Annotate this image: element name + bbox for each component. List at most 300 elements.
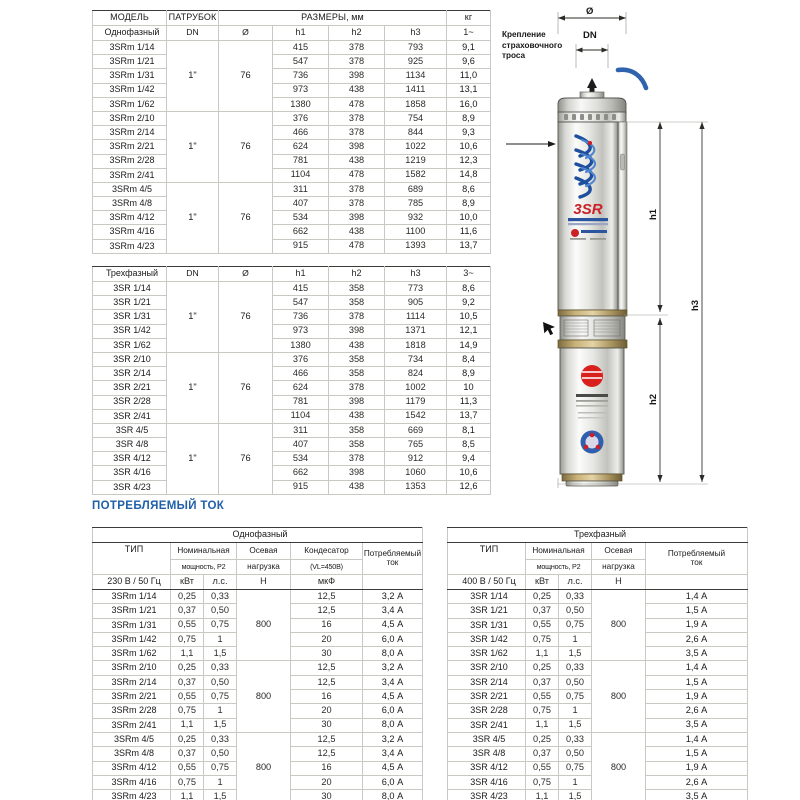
cell-h2: 478 [329, 239, 385, 253]
dn-label: DN [583, 30, 597, 41]
cell-h3: 1582 [385, 168, 447, 182]
cell-type: 3SRm 2/14 [93, 675, 171, 689]
table-row [93, 296, 491, 310]
cell-weight: 9,6 [447, 55, 491, 69]
cell-power-hp: 0,50 [559, 675, 592, 689]
cell-weight: 16,0 [447, 97, 491, 111]
cell-h2: 378 [329, 111, 385, 125]
header-axial-single-l2: нагрузка [237, 560, 291, 575]
header-voltage-single: 230 В / 50 Гц [93, 575, 171, 590]
cell-weight: 9,2 [447, 296, 491, 310]
page-title: ПОТРЕБЛЯЕМЫЙ ТОК [92, 500, 225, 512]
cell-power-kw: 0,25 [526, 661, 559, 675]
table-row [93, 126, 491, 140]
single-phase-label: Однофазный [93, 528, 423, 543]
header-dn: DN [167, 26, 219, 41]
cell-power-hp: 1,5 [204, 718, 237, 732]
header-diameter: Ø [219, 26, 273, 41]
header-current-three-l1: Потребляемый [667, 548, 726, 558]
cell-current: 2,6 А [646, 704, 748, 718]
cell-diameter: 76 [219, 282, 273, 353]
cell-h1: 311 [273, 423, 329, 437]
header-power-three-l1: Номинальная [526, 543, 592, 560]
cell-h3: 912 [385, 452, 447, 466]
cell-power-hp: 0,33 [204, 590, 237, 604]
cell-h1: 311 [273, 182, 329, 196]
cell-h1: 534 [273, 211, 329, 225]
cell-weight: 9,3 [447, 126, 491, 140]
cell-current: 3,2 А [363, 732, 423, 746]
cell-h1: 915 [273, 239, 329, 253]
cell-power-kw: 0,75 [171, 704, 204, 718]
cell-weight: 11,3 [447, 395, 491, 409]
cell-h3: 765 [385, 438, 447, 452]
h2-label: h2 [648, 393, 660, 406]
cell-power-kw: 0,55 [171, 761, 204, 775]
cell-current: 1,5 А [646, 604, 748, 618]
cell-axial-load: 800 [592, 590, 646, 661]
header-axial-single-l1: Осевая [237, 543, 291, 560]
cell-capacitor: 12,5 [291, 604, 363, 618]
cell-power-kw: 0,25 [171, 661, 204, 675]
table-row [93, 111, 491, 125]
cell-h3: 1818 [385, 338, 447, 352]
cell-power-kw: 0,37 [526, 747, 559, 761]
cell-model: 3SRm 1/42 [93, 83, 167, 97]
cell-current: 1,4 А [646, 590, 748, 604]
cell-h3: 932 [385, 211, 447, 225]
cell-power-hp: 0,50 [204, 604, 237, 618]
cell-current: 3,5 А [646, 790, 748, 800]
table-row [448, 590, 748, 604]
cell-current: 8,0 А [363, 718, 423, 732]
cell-power-hp: 1 [559, 775, 592, 789]
table-row [93, 168, 491, 182]
cell-h2: 378 [329, 126, 385, 140]
table-row [93, 310, 491, 324]
cell-h1: 915 [273, 480, 329, 494]
cell-h2: 438 [329, 409, 385, 423]
current-table-three-wrapper [447, 527, 747, 800]
table-row [93, 282, 491, 296]
cell-h3: 1179 [385, 395, 447, 409]
header-type-single: ТИП [93, 543, 171, 575]
cell-current: 3,4 А [363, 675, 423, 689]
cell-h2: 378 [329, 41, 385, 55]
cell-type: 3SRm 2/10 [93, 661, 171, 675]
cell-power-kw: 0,25 [171, 732, 204, 746]
annotation-line-3: троса [502, 51, 526, 60]
cell-h1: 547 [273, 296, 329, 310]
cell-current: 3,2 А [363, 590, 423, 604]
cell-current: 4,5 А [363, 690, 423, 704]
cell-capacitor: 30 [291, 718, 363, 732]
table-row [93, 225, 491, 239]
cell-power-kw: 0,25 [526, 590, 559, 604]
table-row [448, 732, 748, 746]
cell-h1: 973 [273, 83, 329, 97]
cell-type: 3SR 4/23 [448, 790, 526, 800]
cell-weight: 12,1 [447, 324, 491, 338]
cell-type: 3SR 2/14 [448, 675, 526, 689]
cell-dn: 1" [167, 423, 219, 494]
cell-h1: 662 [273, 225, 329, 239]
cell-current: 8,0 А [363, 790, 423, 800]
cell-h1: 466 [273, 367, 329, 381]
cell-weight: 8,5 [447, 438, 491, 452]
cell-h3: 1353 [385, 480, 447, 494]
header-unit-hp-three: л.с. [559, 575, 592, 590]
cell-weight: 14,9 [447, 338, 491, 352]
table-row [93, 338, 491, 352]
diameter-label: Ø [586, 6, 594, 17]
cell-type: 3SR 2/28 [448, 704, 526, 718]
cell-model: 3SR 4/16 [93, 466, 167, 480]
annotation-line-1: Крепление [502, 30, 546, 39]
cell-model: 3SR 1/31 [93, 310, 167, 324]
cell-current: 3,5 А [646, 647, 748, 661]
cell-power-hp: 0,75 [204, 761, 237, 775]
cell-model: 3SRm 4/5 [93, 182, 167, 196]
cell-weight: 13,7 [447, 239, 491, 253]
table-row [93, 480, 491, 494]
cell-model: 3SRm 1/14 [93, 41, 167, 55]
header-current-unit-spacer-three [646, 575, 748, 590]
cell-weight: 9,4 [447, 452, 491, 466]
header-current-single [363, 543, 423, 575]
cell-current: 8,0 А [363, 647, 423, 661]
cell-weight: 8,1 [447, 423, 491, 437]
cell-power-kw: 1,1 [171, 718, 204, 732]
header-weight-unit: кг [447, 11, 491, 26]
table-row [93, 182, 491, 196]
header-current-three [646, 543, 748, 575]
cell-power-hp: 0,50 [204, 675, 237, 689]
cell-h1: 466 [273, 126, 329, 140]
header-unit-hp-single: л.с. [204, 575, 237, 590]
current-table-single-phase [92, 527, 423, 800]
header-model: МОДЕЛЬ [93, 11, 167, 26]
cell-capacitor: 12,5 [291, 590, 363, 604]
table-row [93, 324, 491, 338]
cell-h2: 478 [329, 97, 385, 111]
cell-current: 3,4 А [363, 747, 423, 761]
cell-power-kw: 0,75 [526, 775, 559, 789]
cell-h3: 773 [385, 282, 447, 296]
cell-capacitor: 30 [291, 647, 363, 661]
cell-power-hp: 1 [204, 632, 237, 646]
cell-h1: 1104 [273, 168, 329, 182]
cell-current: 3,4 А [363, 604, 423, 618]
cell-power-kw: 0,55 [526, 690, 559, 704]
table-row [93, 423, 491, 437]
table-row [93, 97, 491, 111]
cell-power-kw: 1,1 [171, 790, 204, 800]
cell-current: 3,5 А [646, 718, 748, 732]
cell-type: 3SRm 1/14 [93, 590, 171, 604]
header-power-single-l2: мощность, P2 [171, 560, 237, 575]
cell-model: 3SR 1/62 [93, 338, 167, 352]
cell-type: 3SRm 1/62 [93, 647, 171, 661]
cell-h1: 736 [273, 310, 329, 324]
cell-type: 3SRm 1/42 [93, 632, 171, 646]
cell-power-kw: 1,1 [526, 790, 559, 800]
header-unit-axial-single: Н [237, 575, 291, 590]
cell-power-kw: 0,55 [526, 618, 559, 632]
table-row [93, 466, 491, 480]
cell-axial-load: 800 [592, 732, 646, 800]
cell-type: 3SR 1/42 [448, 632, 526, 646]
pump-brand-label: 3SR [573, 201, 603, 218]
cell-type: 3SR 1/14 [448, 590, 526, 604]
cell-h2: 438 [329, 225, 385, 239]
cell-type: 3SR 1/62 [448, 647, 526, 661]
header-current-single-l1: Потребляемый [363, 548, 422, 558]
cell-weight: 10,6 [447, 140, 491, 154]
cell-h3: 1411 [385, 83, 447, 97]
header-unit-kw-single: кВт [171, 575, 204, 590]
cell-h1: 407 [273, 438, 329, 452]
cell-weight: 9,1 [447, 41, 491, 55]
cell-model: 3SR 2/10 [93, 352, 167, 366]
cell-power-hp: 0,50 [204, 747, 237, 761]
cell-type: 3SR 1/21 [448, 604, 526, 618]
cell-h3: 1219 [385, 154, 447, 168]
cell-capacitor: 20 [291, 704, 363, 718]
cell-power-hp: 0,75 [559, 690, 592, 704]
cell-h1: 415 [273, 282, 329, 296]
cell-capacitor: 12,5 [291, 732, 363, 746]
cell-weight: 11,6 [447, 225, 491, 239]
table-row [93, 69, 491, 83]
header-capacitor-single-sub: (VL=450В) [291, 560, 363, 575]
cell-current: 6,0 А [363, 632, 423, 646]
cell-h1: 547 [273, 55, 329, 69]
cell-h2: 438 [329, 338, 385, 352]
cell-capacitor: 12,5 [291, 661, 363, 675]
cell-power-kw: 0,75 [526, 632, 559, 646]
cell-current: 4,5 А [363, 761, 423, 775]
cell-h1: 781 [273, 154, 329, 168]
header-power-three-l2: мощность, P2 [526, 560, 592, 575]
cell-h2: 398 [329, 211, 385, 225]
cell-h3: 844 [385, 126, 447, 140]
cell-power-hp: 0,33 [559, 590, 592, 604]
cell-type: 3SR 4/16 [448, 775, 526, 789]
table-row [93, 239, 491, 253]
cell-model: 3SRm 2/14 [93, 126, 167, 140]
cell-h2: 398 [329, 466, 385, 480]
cell-model: 3SRm 4/12 [93, 211, 167, 225]
cell-type: 3SRm 2/28 [93, 704, 171, 718]
cell-weight: 10,0 [447, 211, 491, 225]
cell-model: 3SR 2/21 [93, 381, 167, 395]
cell-power-hp: 1 [204, 775, 237, 789]
cell-power-hp: 0,50 [559, 747, 592, 761]
cell-h1: 1380 [273, 338, 329, 352]
cell-power-hp: 1,5 [204, 647, 237, 661]
cell-dn: 1" [167, 282, 219, 353]
cell-weight: 8,9 [447, 197, 491, 211]
table-row [93, 661, 423, 675]
table-row [93, 83, 491, 97]
cell-h2: 398 [329, 140, 385, 154]
cell-type: 3SR 4/12 [448, 761, 526, 775]
dimensions-table-single-phase [92, 10, 491, 254]
header-weight-three: 3~ [447, 267, 491, 282]
header-current-unit-spacer [363, 575, 423, 590]
cell-power-hp: 0,50 [559, 604, 592, 618]
cell-axial-load: 800 [237, 661, 291, 732]
cell-model: 3SR 4/8 [93, 438, 167, 452]
cell-power-hp: 1,5 [204, 790, 237, 800]
cell-capacitor: 20 [291, 632, 363, 646]
cell-capacitor: 20 [291, 775, 363, 789]
cell-h1: 973 [273, 324, 329, 338]
header-h2: h2 [329, 26, 385, 41]
cell-power-kw: 0,55 [171, 618, 204, 632]
cell-power-kw: 0,37 [526, 604, 559, 618]
cell-model: 3SRm 4/8 [93, 197, 167, 211]
table-row [93, 55, 491, 69]
cell-h3: 1114 [385, 310, 447, 324]
cell-capacitor: 16 [291, 618, 363, 632]
cell-h1: 624 [273, 381, 329, 395]
cell-h3: 1371 [385, 324, 447, 338]
cell-diameter: 76 [219, 182, 273, 253]
cell-power-hp: 1 [204, 704, 237, 718]
cell-current: 6,0 А [363, 704, 423, 718]
cell-type: 3SR 2/21 [448, 690, 526, 704]
cell-h3: 1393 [385, 239, 447, 253]
cell-h2: 378 [329, 182, 385, 196]
header-power-single-l1: Номинальная [171, 543, 237, 560]
cell-power-kw: 0,55 [171, 690, 204, 704]
cell-power-kw: 1,1 [526, 718, 559, 732]
table-row [93, 409, 491, 423]
cell-dn: 1" [167, 352, 219, 423]
cell-type: 3SR 1/31 [448, 618, 526, 632]
cell-h2: 358 [329, 296, 385, 310]
cell-h2: 398 [329, 395, 385, 409]
cell-h1: 662 [273, 466, 329, 480]
cell-current: 1,5 А [646, 675, 748, 689]
cell-type: 3SRm 1/21 [93, 604, 171, 618]
cell-current: 1,4 А [646, 732, 748, 746]
header-single-phase: Однофазный [93, 26, 167, 41]
cell-model: 3SRm 4/16 [93, 225, 167, 239]
current-table-single-wrapper [92, 527, 422, 800]
cell-h2: 398 [329, 324, 385, 338]
cell-current: 1,9 А [646, 690, 748, 704]
cell-h3: 1134 [385, 69, 447, 83]
cell-capacitor: 16 [291, 761, 363, 775]
cell-model: 3SR 2/14 [93, 367, 167, 381]
cell-model: 3SR 4/12 [93, 452, 167, 466]
cell-model: 3SR 4/5 [93, 423, 167, 437]
cell-h2: 438 [329, 83, 385, 97]
cell-weight: 10 [447, 381, 491, 395]
cell-h2: 358 [329, 438, 385, 452]
cell-h2: 438 [329, 154, 385, 168]
cell-power-hp: 0,33 [559, 732, 592, 746]
cell-current: 4,5 А [363, 618, 423, 632]
cell-diameter: 76 [219, 423, 273, 494]
cell-h2: 378 [329, 310, 385, 324]
header-current-single-l2: ток [386, 557, 399, 567]
cell-power-hp: 0,75 [559, 761, 592, 775]
cell-model: 3SR 1/14 [93, 282, 167, 296]
cell-h1: 1380 [273, 97, 329, 111]
header-type-three: ТИП [448, 543, 526, 575]
table-row [93, 197, 491, 211]
header-h2-2: h2 [329, 267, 385, 282]
cell-model: 3SRm 1/21 [93, 55, 167, 69]
cell-h2: 438 [329, 480, 385, 494]
header-axial-three-l2: нагрузка [592, 560, 646, 575]
cell-h3: 734 [385, 352, 447, 366]
cell-type: 3SRm 2/41 [93, 718, 171, 732]
cell-power-kw: 1,1 [171, 647, 204, 661]
table-row [93, 41, 491, 55]
cell-current: 2,6 А [646, 632, 748, 646]
cell-h2: 378 [329, 381, 385, 395]
cell-weight: 12,3 [447, 154, 491, 168]
cell-weight: 8,9 [447, 111, 491, 125]
cell-current: 1,9 А [646, 618, 748, 632]
cell-type: 3SR 4/8 [448, 747, 526, 761]
cell-h3: 905 [385, 296, 447, 310]
cell-power-hp: 0,75 [559, 618, 592, 632]
cell-type: 3SRm 4/8 [93, 747, 171, 761]
cell-power-hp: 0,33 [204, 732, 237, 746]
cell-h1: 624 [273, 140, 329, 154]
table-row [93, 395, 491, 409]
header-voltage-three: 400 В / 50 Гц [448, 575, 526, 590]
cell-diameter: 76 [219, 111, 273, 182]
safety-rope-annotation [502, 30, 594, 62]
cell-weight: 8,9 [447, 367, 491, 381]
cell-h3: 669 [385, 423, 447, 437]
cell-model: 3SR 1/21 [93, 296, 167, 310]
h3-label: h3 [690, 299, 702, 312]
cell-dn: 1" [167, 182, 219, 253]
cell-h2: 398 [329, 69, 385, 83]
table-row [93, 438, 491, 452]
cell-weight: 8,6 [447, 282, 491, 296]
table-row [93, 211, 491, 225]
cell-current: 6,0 А [363, 775, 423, 789]
three-phase-label: Трехфазный [448, 528, 748, 543]
cell-dn: 1" [167, 41, 219, 112]
table-row [93, 452, 491, 466]
header-current-three-l2: ток [690, 557, 703, 567]
cell-power-kw: 0,37 [171, 747, 204, 761]
cell-weight: 13,1 [447, 83, 491, 97]
header-axial-three-l1: Осевая [592, 543, 646, 560]
cell-model: 3SR 2/28 [93, 395, 167, 409]
cell-h3: 754 [385, 111, 447, 125]
header-port: ПАТРУБОК [167, 11, 219, 26]
cell-h2: 358 [329, 282, 385, 296]
table-row [93, 381, 491, 395]
table-row [93, 367, 491, 381]
cell-h3: 1002 [385, 381, 447, 395]
cell-model: 3SRm 4/23 [93, 239, 167, 253]
cell-type: 3SRm 4/5 [93, 732, 171, 746]
header-unit-axial-three: Н [592, 575, 646, 590]
cell-h1: 534 [273, 452, 329, 466]
